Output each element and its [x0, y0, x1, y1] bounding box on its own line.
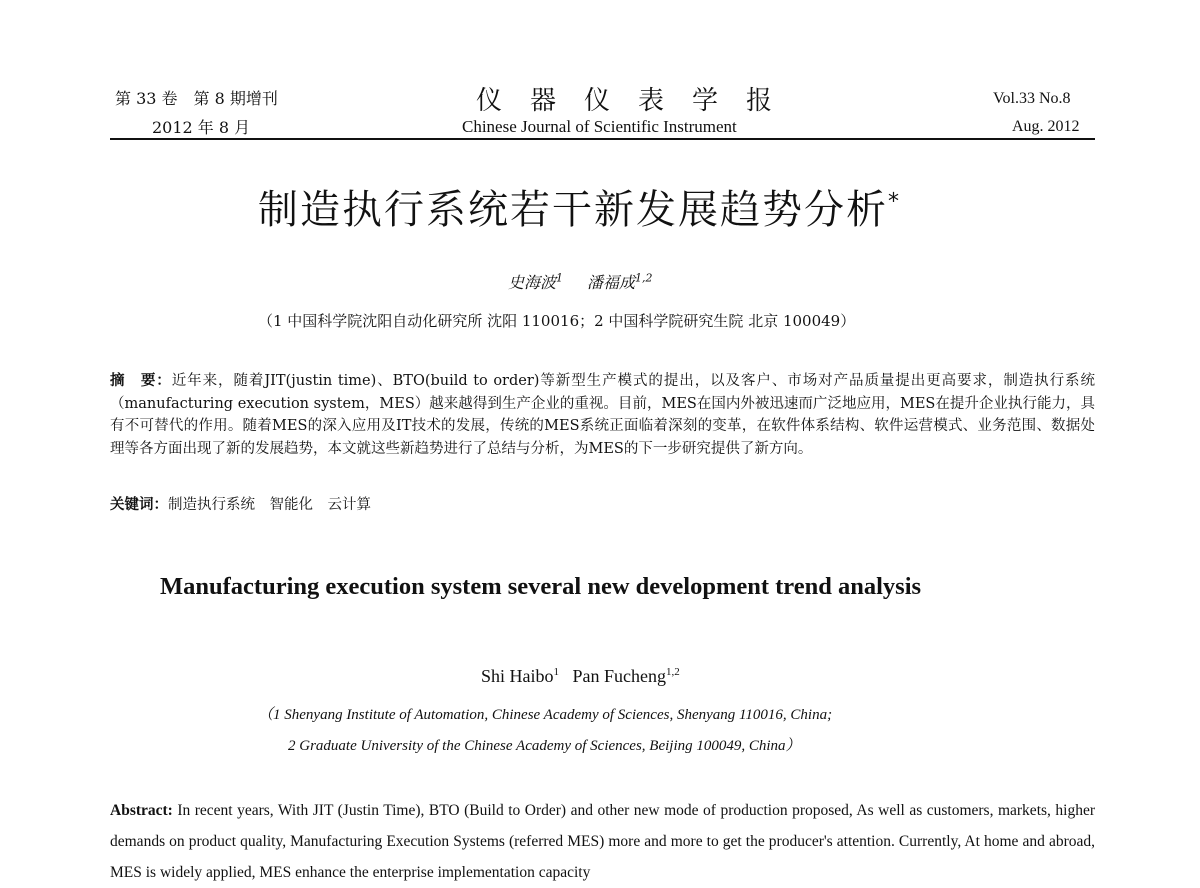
abstract-cn-text: 近年来，随着JIT(justin time)、BTO(build to order)等新型生产模式的提出，以及客户、市场对产品质量提出更高要求，制造执行系统（manufacturing execution system，MES）越来越得到生产企业的重视。目前，MES在国内外被迅速而广泛地应用，MES在提升企业执行能力，具有不可替代的作用。随着MES的深入应用及IT技术的发展，传统的MES系统正面临着深刻的变革，在软件体系结构、软件运营模式、业务范围、数据处理等各方面出现了新的发展趋势，本文就这些新趋势进行了总结与分析，为MES的下一步研究提供了新方向。 [110, 373, 1095, 457]
journal-name-cn: 仪器仪表学报 [476, 86, 801, 116]
affiliation-en-1: （1 Shenyang Institute of Automation, Chinese Academy of Sciences, Shenyang 110016, China; [258, 707, 833, 723]
date-en: Aug. 2012 [1012, 118, 1080, 135]
abstract-en [110, 795, 1095, 888]
author-en-1-affil: 1 [553, 666, 560, 678]
keywords-cn [110, 493, 371, 514]
date-cn: 2012 年 8 月 [152, 118, 251, 137]
author-cn-2: 潘福成 [587, 273, 636, 292]
abstract-en-text: In recent years, With JIT (Justin Time), BTO (Build to Order) and other new mode of production proposed, As well as customers, markets, higher demands on product quality, Manufacturing Execution Systems (referred MES) more and more to get the producer's attention. Currently, At home and abroad, MES is widely applied, MES enhance the enterprise implementation capacity [110, 802, 1095, 881]
title-cn-footnote-mark: * [888, 189, 901, 215]
header-rule [110, 138, 1095, 140]
title-en: Manufacturing execution system several new development trend analysis [160, 573, 922, 600]
author-cn-1: 史海波 [508, 273, 557, 292]
volume-issue-en: Vol.33 No.8 [993, 90, 1071, 107]
author-en-1: Shi Haibo [481, 666, 554, 686]
abstract-cn-label: 摘 要： [110, 372, 172, 389]
affiliation-en-2: 2 Graduate University of the Chinese Academy of Sciences, Beijing 100049, China） [288, 738, 801, 754]
keywords-cn-text: 制造执行系统 智能化 云计算 [168, 497, 371, 513]
authors-cn [508, 270, 653, 293]
abstract-cn [110, 370, 1095, 460]
abstract-en-label: Abstract: [110, 802, 173, 819]
keywords-cn-label: 关键词： [110, 496, 168, 513]
author-en-2-affil: 1,2 [666, 666, 680, 678]
author-en-2: Pan Fucheng [572, 666, 667, 686]
title-cn [258, 178, 901, 235]
author-cn-1-affil: 1 [556, 271, 564, 285]
title-cn-text: 制造执行系统若干新发展趋势分析 [258, 187, 888, 233]
authors-en [481, 666, 680, 687]
author-cn-2-affil: 1,2 [635, 271, 653, 285]
volume-issue-cn: 第 33 卷 第 8 期增刊 [115, 89, 278, 108]
affiliation-cn: （1 中国科学院沈阳自动化研究所 沈阳 110016；2 中国科学院研究生院 北京 100049） [258, 312, 856, 330]
journal-name-en: Chinese Journal of Scientific Instrument [462, 117, 737, 136]
